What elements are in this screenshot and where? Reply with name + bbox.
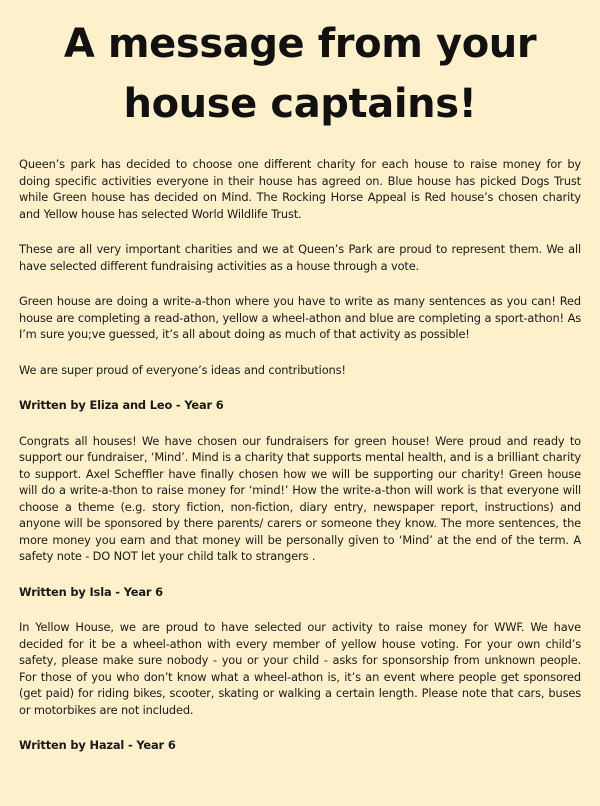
page-title: [19, 14, 581, 134]
author-byline-hazal: Written by Hazal - Year 6: [19, 738, 176, 752]
intro-paragraph-3: Green house are doing a write-a-thon where you have to write as many sentences as you can! Red house are completing a read-athon, yellow a wheel-athon and blue are completing a sport-athon! As I’m sure you;ve guessed, it’s all about doing as much of that activity as possible!: [19, 294, 581, 341]
intro-paragraph-2: These are all very important charities and we at Queen’s Park are proud to represent them. We all have selected different fundraising activities as a house through a vote.: [19, 242, 581, 273]
yellow-house-article: In Yellow House, we are proud to have selected our activity to raise money for WWF. We have decided for it be a wheel-athon with every member of yellow house voting. For your own child’s safety, please make sure nobody - you or your child - asks for sponsorship from unknown people. For those of you who don’t know what a wheel-athon is, it’s an event where people get sponsored (get paid) for riding bikes, scooter, skating or walking a certain length. Please note that cars, buses or motorbikes are not included.: [19, 620, 581, 717]
author-byline-isla: Written by Isla - Year 6: [19, 584, 163, 599]
author-byline-eliza-leo: Written by Eliza and Leo - Year 6: [19, 398, 224, 412]
intro-paragraph-1: Queen’s park has decided to choose one different charity for each house to raise money for by doing specific activities everyone in their house has agreed on. Blue house has picked Dogs Trust while Green house has decided on Mind. The Rocking Horse Appeal is Red house’s chosen charity and Yellow house has selected World Wildlife Trust.: [19, 157, 581, 221]
title-line-2: house captains!: [123, 81, 477, 127]
intro-paragraph-4: We are super proud of everyone’s ideas and contributions!: [19, 362, 346, 377]
title-line-1: A message from your: [63, 21, 537, 67]
green-house-article: Congrats all houses! We have chosen our fundraisers for green house! Were proud and ready to support our fundraiser, ‘Mind’. Mind is a charity that supports mental health, and is a brilliant charity to support. Axel Scheffler have finally chosen how we will be supporting our charity! Green house will do a write-a-thon to raise money for ‘mind!’ How the write-a-thon will work is that everyone will choose a theme (e.g. story fiction, non-fiction, diary entry, newspaper report, instructions) and anyone will be sponsored by there parents/ carers or someone they know. The more sentences, the more money you earn and that money will be personally given to ‘Mind’ at the end of the term. A safety note - DO NOT let your child talk to strangers .: [19, 433, 581, 563]
